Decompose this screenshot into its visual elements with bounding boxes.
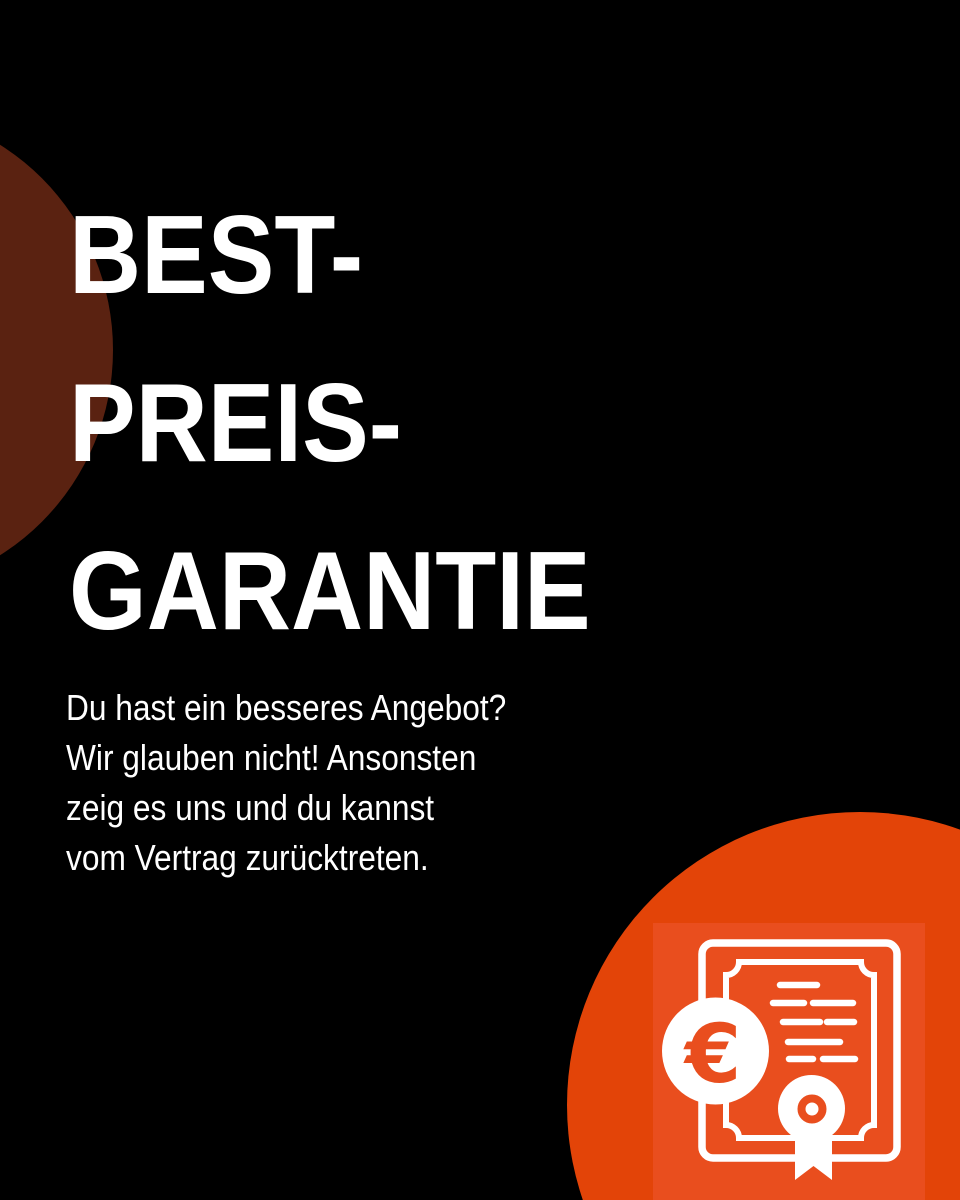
headline bbox=[69, 171, 591, 675]
body-text-line-4: vom Vertrag zurücktreten. bbox=[66, 837, 429, 878]
price-guarantee-tile bbox=[653, 923, 925, 1200]
body-text-line-1: Du hast ein besseres Angebot? bbox=[66, 687, 507, 728]
headline-line-3: GARANTIE bbox=[69, 529, 591, 653]
body-text-line-3: zeig es uns und du kannst bbox=[66, 787, 435, 828]
headline-line-1: BEST- bbox=[69, 193, 364, 317]
body-text bbox=[66, 683, 506, 883]
euro-symbol: € bbox=[684, 1008, 742, 1102]
certificate-euro-icon bbox=[653, 923, 925, 1200]
headline-line-2: PREIS- bbox=[69, 361, 403, 485]
certificate-text-lines bbox=[773, 985, 855, 1059]
award-badge-icon bbox=[778, 1075, 845, 1142]
body-text-line-2: Wir glauben nicht! Ansonsten bbox=[66, 737, 477, 778]
